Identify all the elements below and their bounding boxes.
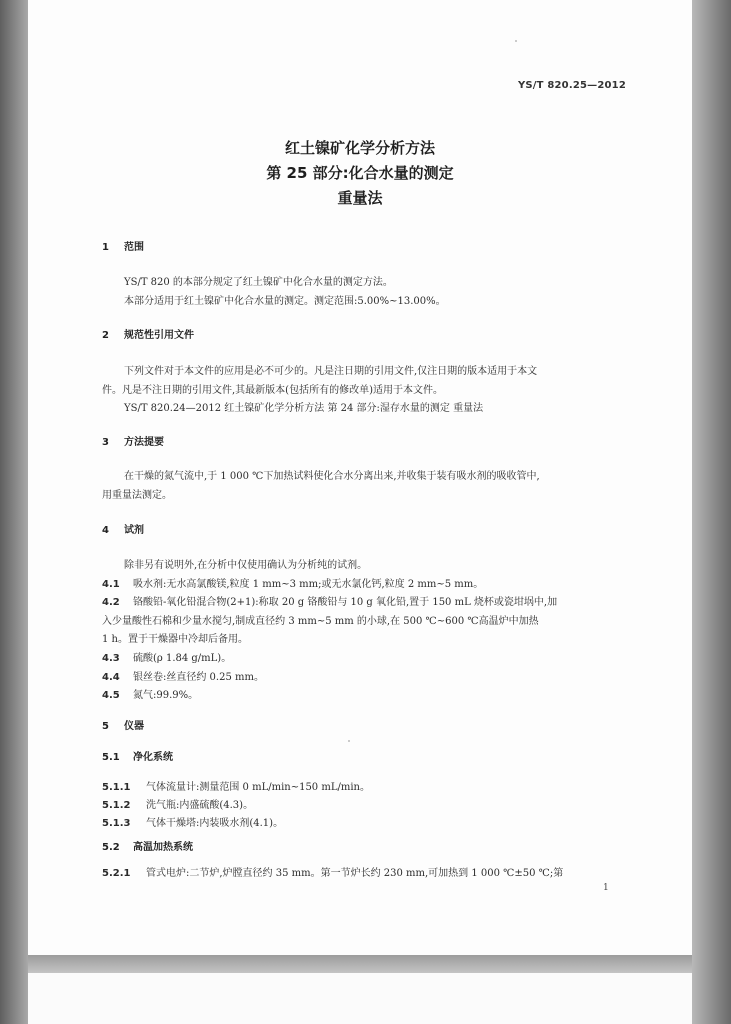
paragraph-line: 在干燥的氮气流中,于 1 000 ℃下加热试料使化合水分离出来,并收集于装有吸水剂的吸收管中, [124,471,540,482]
document-subtitle: 第 25 部分:化合水量的测定 [266,164,454,182]
section-heading-apparatus: 5 仪器 [102,721,144,732]
reagent-item: 4.4 银丝卷:丝直径约 0.25 mm。 [102,672,264,683]
subsection-heading-purification: 5.1 净化系统 [102,752,173,763]
scan-speck [515,40,517,42]
page-number: 1 [603,883,609,893]
section-heading-scope: 1 范围 [102,242,144,253]
standard-number: YS/T 820.25—2012 [517,80,626,91]
apparatus-item: 5.1.2 洗气瓶:内盛硫酸(4.3)。 [102,800,254,811]
viewer-left-edge [0,0,28,1024]
paragraph-line: 用重量法测定。 [102,490,172,501]
apparatus-item: 5.1.1 气体流量计:测量范围 0 mL/min~150 mL/min。 [102,782,370,793]
paragraph-line: 件。凡是不注日期的引用文件,其最新版本(包括所有的修改单)适用于本文件。 [102,385,443,396]
page-separator [28,955,692,973]
subsection-heading-heating: 5.2 高温加热系统 [102,842,193,853]
paragraph-line: YS/T 820 的本部分规定了红土镍矿中化合水量的测定方法。 [124,277,393,288]
next-document-page [28,973,692,1024]
paragraph-line: 1 h。置于干燥器中冷却后备用。 [102,634,248,645]
document-title: 红土镍矿化学分析方法 [284,139,435,157]
document-page [28,0,692,955]
paragraph-line: 除非另有说明外,在分析中仅使用确认为分析纯的试剂。 [124,560,368,571]
reagent-item: 4.1 吸水剂:无水高氯酸镁,粒度 1 mm~3 mm;或无水氯化钙,粒度 2 mm~5 mm。 [102,579,484,590]
scan-speck [348,740,350,742]
reagent-item: 4.2 铬酸铅-氧化铅混合物(2+1):称取 20 g 铬酸铅与 10 g 氧化铅,置于 150 mL 烧杯或瓷坩埚中,加 [102,597,558,608]
reference-entry: YS/T 820.24—2012 红土镍矿化学分析方法 第 24 部分:湿存水量的测定 重量法 [124,403,484,414]
reagent-item: 4.5 氮气:99.9%。 [102,690,199,701]
section-heading-references: 2 规范性引用文件 [102,330,194,341]
document-method: 重量法 [337,189,383,207]
viewer-right-edge [692,0,731,1024]
section-heading-reagents: 4 试剂 [102,525,144,536]
section-heading-principle: 3 方法提要 [102,437,164,448]
paragraph-line: 入少量酸性石棉和少量水搅匀,制成直径约 3 mm~5 mm 的小球,在 500 ℃~600 ℃高温炉中加热 [102,616,539,627]
apparatus-item: 5.1.3 气体干燥塔:内装吸水剂(4.1)。 [102,818,284,829]
paragraph-line: 本部分适用于红土镍矿中化合水量的测定。测定范围:5.00%~13.00%。 [124,296,446,307]
apparatus-item: 5.2.1 管式电炉:二节炉,炉膛直径约 35 mm。第一节炉长约 230 mm,可加热到 1 000 ℃±50 ℃;第 [102,868,564,879]
reagent-item: 4.3 硫酸(ρ 1.84 g/mL)。 [102,653,232,664]
paragraph-line: 下列文件对于本文件的应用是必不可少的。凡是注日期的引用文件,仅注日期的版本适用于本文 [124,366,538,377]
